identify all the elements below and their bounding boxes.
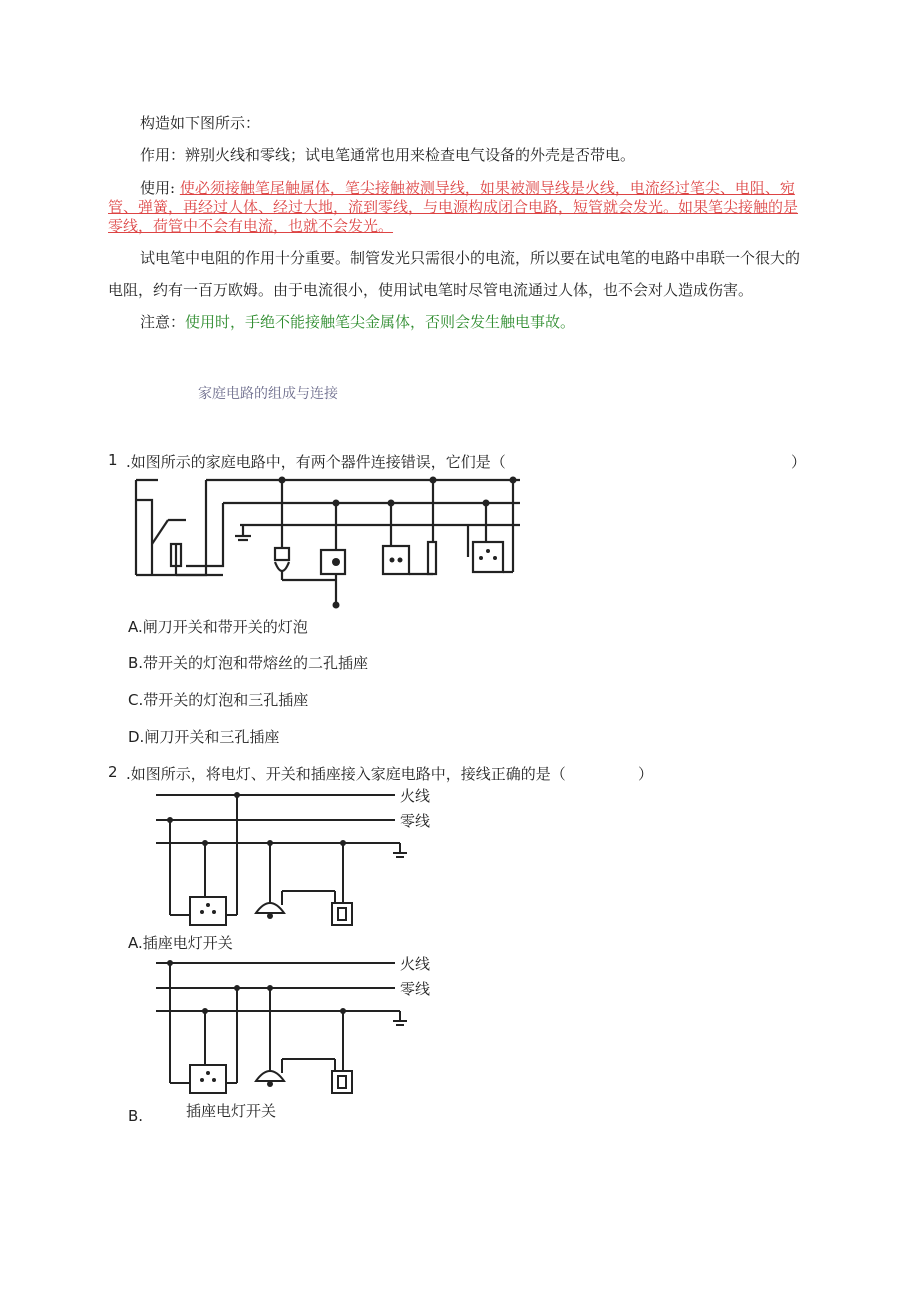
resistor-line-1: 试电笔中电阻的作用十分重要。制管发光只需很小的电流，所以要在试电笔的电路中串联一个很大的 xyxy=(140,249,801,267)
q1-option-c[interactable]: C.带开关的灯泡和三孔插座 xyxy=(128,691,309,709)
q2a-live-label: 火线 xyxy=(400,787,431,805)
section-title: 家庭电路的组成与连接 xyxy=(198,386,338,402)
q2-option-b-letter[interactable]: B. xyxy=(128,1107,144,1125)
q2-option-a[interactable]: A.插座电灯开关 xyxy=(128,934,233,952)
q2-number: 2 xyxy=(108,763,118,781)
structure-line: 构造如下图所示： xyxy=(140,114,261,132)
q2-close: ） xyxy=(638,765,654,783)
q2b-neutral-label: 零线 xyxy=(400,980,431,998)
resistor-line-2: 电阻，约有一百万欧姆。由于电流很小，使用试电笔时尽管电流通过人体，也不会对人造成伤害。 xyxy=(108,281,754,299)
usage-text-1: 使必须接触笔尾触属体，笔尖接触被测导线，如果被测导线是火线，电流经过笔尖、电阻、宛 xyxy=(179,179,795,197)
q1-circuit-diagram xyxy=(128,470,528,615)
q2-stem: .如图所示，将电灯、开关和插座接入家庭电路中，接线正确的是（ xyxy=(126,765,566,783)
q1-option-d[interactable]: D.闸刀开关和三孔插座 xyxy=(128,728,280,746)
usage-label: 使用: xyxy=(140,179,176,197)
q2-diagram-b xyxy=(150,953,450,1098)
q2a-neutral-label: 零线 xyxy=(400,812,431,830)
q1-number: 1 xyxy=(108,451,118,469)
note-text: 使用时，手绝不能接触笔尖金属体，否则会发生触电事故。 xyxy=(185,313,576,331)
q1-option-b[interactable]: B.带开关的灯泡和带熔丝的二孔插座 xyxy=(128,654,369,672)
q1-stem: .如图所示的家庭电路中，有两个器件连接错误，它们是（ xyxy=(126,453,506,471)
usage-text-3: 零线，荷管中不会有电流，也就不会发光。 xyxy=(108,217,394,235)
usage-text-2: 管、弹簧，再经过人体、经过大地，流到零线，与电源构成闭合电路，短管就会发光。如果笔尖接触的是 xyxy=(108,198,799,216)
q1-option-a[interactable]: A.闸刀开关和带开关的灯泡 xyxy=(128,618,308,636)
function-line: 作用：辨别火线和零线；试电笔通常也用来检查电气设备的外壳是否带电。 xyxy=(140,146,636,164)
q2-diagram-a xyxy=(150,785,450,930)
q1-close: ） xyxy=(791,453,807,471)
note-line xyxy=(140,311,575,332)
q2-option-b-caption[interactable]: 插座电灯开关 xyxy=(186,1102,277,1120)
note-label: 注意： xyxy=(140,313,186,331)
usage-line-1 xyxy=(140,177,795,198)
q2b-live-label: 火线 xyxy=(400,955,431,973)
